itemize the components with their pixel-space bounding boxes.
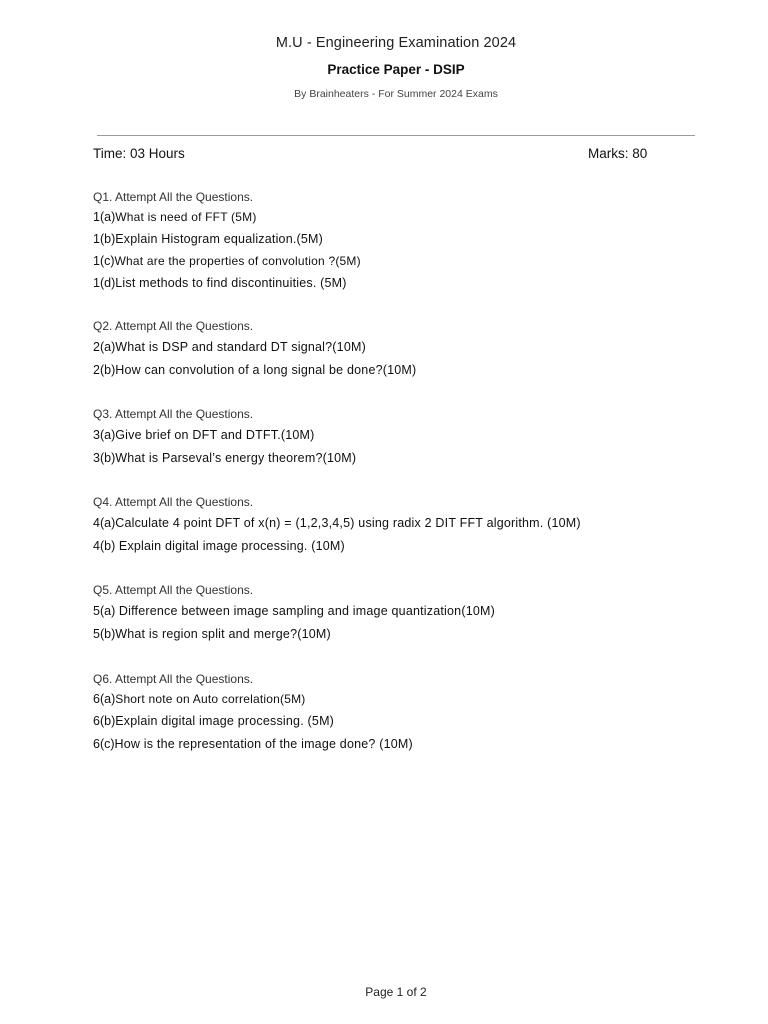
question-number: 4(b): [93, 539, 116, 553]
question-item: [93, 733, 693, 756]
section-q6: [93, 669, 693, 756]
question-number: 3(a): [93, 428, 116, 442]
question-text: Calculate 4 point DFT of x(n) = (1,2,3,4,5) using radix 2 DIT FFT algorithm. (10M): [115, 516, 581, 530]
section-title: Q3. Attempt All the Questions.: [93, 407, 254, 421]
question-text: Explain Histogram equalization.(5M): [115, 232, 324, 246]
section-q1: [93, 187, 693, 295]
question-item: [93, 272, 693, 295]
question-number: 6(c): [93, 737, 115, 751]
marks-label: Marks: 80: [588, 146, 648, 161]
question-item: [93, 512, 693, 535]
question-item: [93, 535, 693, 558]
header-divider: [97, 135, 695, 136]
question-item: [93, 424, 693, 447]
section-q5: [93, 580, 693, 646]
question-text: What is region split and merge?(10M): [115, 627, 331, 641]
question-number: 4(a): [93, 516, 116, 530]
question-text: What is need of FFT (5M): [115, 210, 257, 224]
question-text: How is the representation of the image done? (10M): [114, 737, 413, 751]
question-item: [93, 359, 693, 382]
question-text: Give brief on DFT and DTFT.(10M): [115, 428, 315, 442]
section-q4: [93, 492, 693, 558]
question-text: What is DSP and standard DT signal?(10M): [115, 340, 366, 354]
question-number: 6(b): [93, 714, 116, 728]
section-q3: [93, 404, 693, 470]
question-item: [93, 689, 693, 710]
question-text: Explain digital image processing. (5M): [115, 714, 335, 728]
section-title: Q4. Attempt All the Questions.: [93, 495, 254, 509]
question-number: 5(b): [93, 627, 116, 641]
question-text: How can convolution of a long signal be done?(10M): [115, 363, 417, 377]
question-text: What is Parseval’s energy theorem?(10M): [115, 451, 357, 465]
question-number: 1(d): [93, 276, 116, 290]
question-number: 2(a): [93, 340, 116, 354]
question-number: 3(b): [93, 451, 116, 465]
question-item: [93, 336, 693, 359]
question-text: Explain digital image processing. (10M): [115, 539, 345, 553]
question-item: [93, 207, 693, 228]
question-item: [93, 623, 693, 646]
question-number: 1(b): [93, 232, 116, 246]
question-number: 1(a): [93, 210, 116, 224]
question-number: 5(a): [93, 604, 116, 618]
question-text: What are the properties of convolution ?(5M): [114, 254, 361, 268]
byline: By Brainheaters - For Summer 2024 Exams: [294, 88, 498, 100]
question-number: 2(b): [93, 363, 116, 377]
question-number: 1(c): [93, 254, 115, 268]
question-item: [93, 600, 693, 623]
question-item: [93, 251, 693, 272]
section-title: Q2. Attempt All the Questions.: [93, 319, 254, 333]
question-item: [93, 710, 693, 733]
question-text: Difference between image sampling and image quantization(10M): [115, 604, 495, 618]
section-title: Q6. Attempt All the Questions.: [93, 672, 254, 686]
section-q2: [93, 316, 693, 382]
section-title: Q1. Attempt All the Questions.: [93, 190, 254, 204]
paper-title: Practice Paper - DSIP: [327, 62, 465, 77]
exam-title: M.U - Engineering Examination 2024: [275, 35, 517, 51]
page-number: Page 1 of 2: [365, 985, 427, 999]
question-text: Short note on Auto correlation(5M): [115, 692, 306, 706]
question-number: 6(a): [93, 692, 116, 706]
question-item: [93, 447, 693, 470]
time-label: Time: 03 Hours: [93, 146, 185, 161]
question-item: [93, 228, 693, 251]
section-title: Q5. Attempt All the Questions.: [93, 583, 254, 597]
question-text: List methods to find discontinuities. (5M): [115, 276, 347, 290]
